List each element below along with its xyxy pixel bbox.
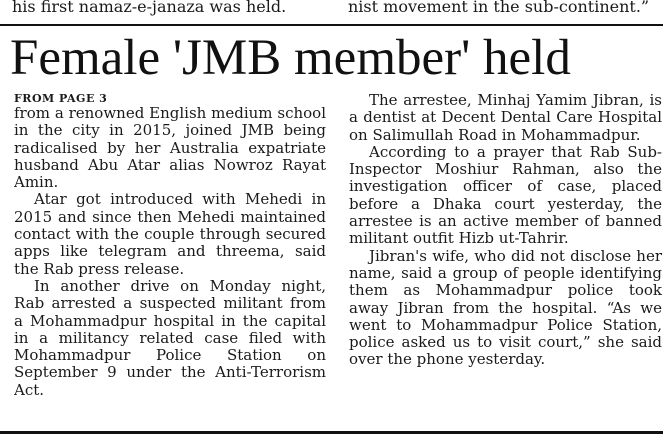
previous-story-left-tail: his first namaz-e-janaza was held.: [12, 0, 287, 16]
previous-story-strip: [0, 0, 663, 26]
article-paragraph: According to a prayer that Rab Sub-Inspector Moshiur Rahman, also the investigation officer of case, placed before a Dhaka court yesterday, the arrestee is an active member of banned militant outfit Hizb ut-Tahrir.: [349, 142, 662, 248]
article-column-right: [349, 92, 662, 369]
article-paragraph: In another drive on Monday night, Rab arrested a suspected militant from a Mohammadpur hospital in the capital in a militancy related case filed with Mohammadpur Police Station on September 9 under the Anti-Terrorism Act.: [14, 276, 326, 399]
article-headline: Female 'JMB member' held: [10, 30, 571, 86]
article-paragraph: Jibran's wife, who did not disclose her name, said a group of people identifying them as Mohammadpur police took away Jibran from the hospital. “As we went to Mohammadpur Police Station, police asked us to visit court,” she said over the phone yesterday.: [349, 246, 662, 369]
article-paragraph: The arrestee, Minhaj Yamim Jibran, is a dentist at Decent Dental Care Hospital on Salimullah Road in Mohammadpur.: [349, 91, 662, 144]
bottom-rule: [0, 431, 663, 434]
top-rule: [0, 24, 663, 26]
continuation-kicker: FROM PAGE 3: [14, 92, 108, 105]
article-paragraph: Atar got introduced with Mehedi in 2015 and since then Mehedi maintained contact with the couple through secured apps like telegram and threema, said the Rab press release.: [14, 190, 326, 278]
article-paragraph: from a renowned English medium school in the city in 2015, joined JMB being radicalised by her Australia expatriate husband Abu Atar alias Nowroz Rayat Amin.: [14, 104, 326, 192]
article-column-left: [14, 92, 326, 399]
previous-story-right-tail: nist movement in the sub-continent.”: [348, 0, 650, 16]
